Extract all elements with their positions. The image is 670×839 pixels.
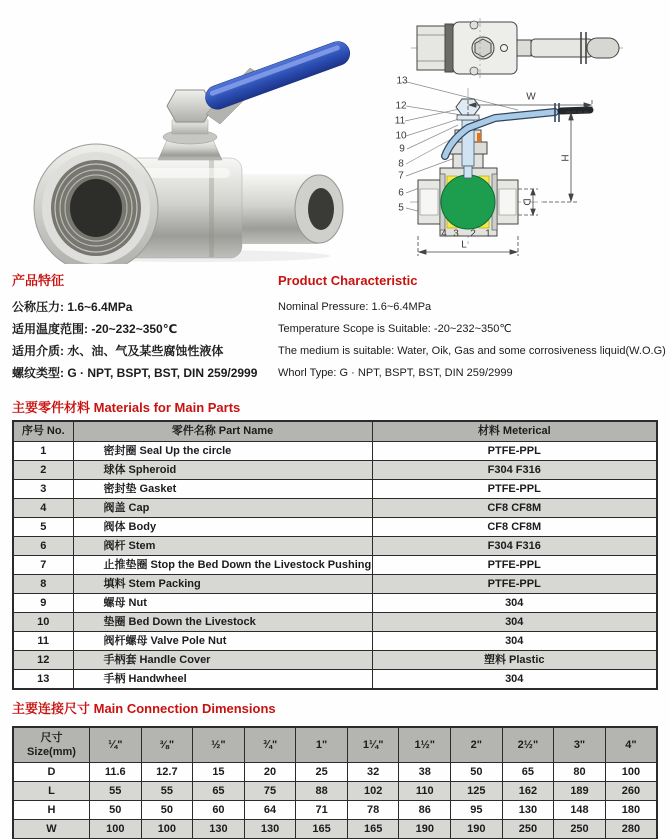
valve-photo-svg — [10, 8, 372, 264]
part-no: 3 — [13, 480, 73, 499]
callout-12: 12 — [395, 100, 407, 112]
callout-6: 6 — [398, 187, 404, 199]
dimensions-table — [12, 726, 658, 839]
part-material: 304 — [372, 594, 657, 613]
dimension-value: 95 — [451, 801, 503, 820]
part-name: 填料 Stem Packing — [73, 575, 372, 594]
size-corner-header — [13, 727, 90, 763]
dimension-value: 165 — [296, 820, 348, 839]
part-no: 5 — [13, 518, 73, 537]
part-no: 10 — [13, 613, 73, 632]
dimension-value: 100 — [141, 820, 193, 839]
part-material: PTFE-PPL — [372, 575, 657, 594]
dimension-value: 130 — [244, 820, 296, 839]
callout-1: 1 — [485, 228, 491, 240]
features-chinese — [12, 272, 280, 384]
part-material: PTFE-PPL — [372, 556, 657, 575]
col-part-name-header: 零件名称 Part Name — [73, 421, 372, 442]
materials-row — [13, 651, 657, 670]
part-no: 11 — [13, 632, 73, 651]
materials-row — [13, 670, 657, 690]
size-corner-line: 尺寸 — [40, 732, 63, 744]
en-nominal-pressure: Nominal Pressure: 1.6~6.4MPa — [278, 301, 432, 313]
photo-left-port — [34, 144, 158, 264]
part-name: 手柄 Handwheel — [73, 670, 372, 690]
dimension-value: 100 — [90, 820, 142, 839]
dim-label-l: L — [461, 239, 467, 251]
dimensions-header-row — [13, 727, 657, 763]
dimension-value: 32 — [347, 763, 399, 782]
part-name: 螺母 Nut — [73, 594, 372, 613]
cn-whorl-type: 螺纹类型: G · NPT, BSPT, BST, DIN 259/2999 — [12, 366, 258, 380]
dimension-value: 162 — [502, 782, 554, 801]
part-no: 6 — [13, 537, 73, 556]
dimension-value: 130 — [193, 820, 245, 839]
part-material: F304 F316 — [372, 461, 657, 480]
part-no: 8 — [13, 575, 73, 594]
part-name: 球体 Spheroid — [73, 461, 372, 480]
part-material: CF8 CF8M — [372, 499, 657, 518]
diagram-packing — [477, 133, 481, 142]
part-material: PTFE-PPL — [372, 442, 657, 461]
photo-handle — [202, 38, 353, 113]
cn-nominal-pressure: 公称压力: 1.6~6.4MPa — [12, 300, 133, 314]
materials-row — [13, 537, 657, 556]
dimension-value: 78 — [347, 801, 399, 820]
part-no: 13 — [13, 670, 73, 690]
size-header: ¼" — [90, 727, 142, 763]
dimension-value: 100 — [605, 763, 657, 782]
dimension-value: 165 — [347, 820, 399, 839]
dim-label-h: H — [558, 154, 570, 162]
materials-row — [13, 461, 657, 480]
col-no-header: 序号 No. — [13, 421, 73, 442]
part-material: 304 — [372, 613, 657, 632]
dimension-value: 15 — [193, 763, 245, 782]
part-name: 止推垫圈 Stop the Bed Down the Livestock Pushing — [73, 556, 372, 575]
dimensions-section-title: 主要连接尺寸 Main Connection Dimensions — [12, 701, 276, 716]
size-header: 2" — [451, 727, 503, 763]
part-no: 12 — [13, 651, 73, 670]
dimension-value: 86 — [399, 801, 451, 820]
dimension-value: 75 — [244, 782, 296, 801]
callout-7: 7 — [398, 170, 404, 182]
dimension-label: W — [13, 820, 90, 839]
callout-5: 5 — [398, 202, 404, 214]
dimension-value: 250 — [502, 820, 554, 839]
dimension-value: 130 — [502, 801, 554, 820]
dimension-value: 280 — [605, 820, 657, 839]
callout-8: 8 — [398, 158, 404, 170]
part-material: 304 — [372, 632, 657, 651]
en-temperature-scope: Temperature Scope is Suitable: -20~232~350℃ — [278, 323, 512, 335]
materials-row — [13, 632, 657, 651]
materials-row — [13, 442, 657, 461]
dimension-value: 64 — [244, 801, 296, 820]
dimension-value: 11.6 — [90, 763, 142, 782]
cn-medium: 适用介质: 水、油、气及某些腐蚀性液体 — [12, 344, 224, 358]
size-header: ½" — [193, 727, 245, 763]
materials-row — [13, 594, 657, 613]
size-header: 1¼" — [347, 727, 399, 763]
dimension-value: 55 — [141, 782, 193, 801]
materials-row — [13, 499, 657, 518]
materials-row — [13, 556, 657, 575]
en-whorl-type: Whorl Type: G · NPT, BSPT, BST, DIN 259/2999 — [278, 367, 513, 379]
dimension-value: 25 — [296, 763, 348, 782]
part-no: 1 — [13, 442, 73, 461]
valve-diagram — [385, 8, 663, 264]
part-material: 塑料 Plastic — [372, 651, 657, 670]
diagram-top-view — [411, 18, 623, 78]
dimension-value: 88 — [296, 782, 348, 801]
dimension-value: 55 — [90, 782, 142, 801]
callout-3: 3 — [453, 228, 459, 240]
part-name: 密封垫 Gasket — [73, 480, 372, 499]
size-header: 4" — [605, 727, 657, 763]
dimension-value: 60 — [193, 801, 245, 820]
dimension-value: 50 — [90, 801, 142, 820]
dimension-row-L — [13, 782, 657, 801]
materials-table — [12, 420, 658, 690]
dimension-value: 189 — [554, 782, 606, 801]
materials-row — [13, 518, 657, 537]
dimension-value: 125 — [451, 782, 503, 801]
size-header: 1½" — [399, 727, 451, 763]
dimension-label: D — [13, 763, 90, 782]
dimension-value: 190 — [399, 820, 451, 839]
part-material: CF8 CF8M — [372, 518, 657, 537]
dimension-value: 102 — [347, 782, 399, 801]
part-material: 304 — [372, 670, 657, 690]
diagram-cross-section — [410, 88, 592, 256]
dimension-value: 110 — [399, 782, 451, 801]
part-material: F304 F316 — [372, 537, 657, 556]
part-name: 垫圈 Bed Down the Livestock — [73, 613, 372, 632]
part-name: 密封圈 Seal Up the circle — [73, 442, 372, 461]
dimension-value: 260 — [605, 782, 657, 801]
callout-2: 2 — [470, 228, 476, 240]
features-en-title: Product Characteristic — [278, 273, 418, 288]
size-header: ⅜" — [141, 727, 193, 763]
en-medium: The medium is suitable: Water, Oik, Gas and some corrosiveness liquid(W.O.G) — [278, 345, 666, 357]
size-corner-line: Size(mm) — [27, 746, 76, 758]
materials-section-title: 主要零件材料 Materials for Main Parts — [12, 400, 241, 415]
dimension-value: 20 — [244, 763, 296, 782]
dimension-value: 50 — [141, 801, 193, 820]
dimension-value: 65 — [193, 782, 245, 801]
dimension-row-H — [13, 801, 657, 820]
part-name: 阀体 Body — [73, 518, 372, 537]
callout-11: 11 — [394, 115, 406, 127]
dimension-value: 65 — [502, 763, 554, 782]
dimension-value: 148 — [554, 801, 606, 820]
dimension-row-D — [13, 763, 657, 782]
valve-diagram-svg — [385, 8, 663, 264]
materials-row — [13, 613, 657, 632]
part-no: 9 — [13, 594, 73, 613]
dimension-label: L — [13, 782, 90, 801]
dimension-value: 12.7 — [141, 763, 193, 782]
size-header: 3" — [554, 727, 606, 763]
col-material-header: 材料 Meterical — [372, 421, 657, 442]
part-no: 7 — [13, 556, 73, 575]
dimension-label: H — [13, 801, 90, 820]
size-header: 1" — [296, 727, 348, 763]
valve-photo — [10, 8, 372, 264]
dimension-value: 80 — [554, 763, 606, 782]
part-name: 手柄套 Handle Cover — [73, 651, 372, 670]
dimension-value: 190 — [451, 820, 503, 839]
part-no: 4 — [13, 499, 73, 518]
part-name: 阀杆 Stem — [73, 537, 372, 556]
part-no: 2 — [13, 461, 73, 480]
materials-row — [13, 575, 657, 594]
dimension-value: 38 — [399, 763, 451, 782]
dimension-value: 71 — [296, 801, 348, 820]
diagram-ball — [441, 175, 495, 229]
part-material: PTFE-PPL — [372, 480, 657, 499]
cn-temperature-scope: 适用温度范围: -20~232~350℃ — [12, 322, 178, 336]
features-cn-title: 产品特征 — [12, 273, 65, 288]
size-header: ¾" — [244, 727, 296, 763]
dim-label-d: D — [520, 198, 532, 206]
callout-13: 13 — [396, 75, 408, 87]
dimension-value: 50 — [451, 763, 503, 782]
part-name: 阀盖 Cap — [73, 499, 372, 518]
callout-10: 10 — [395, 130, 407, 142]
photo-right-port — [238, 174, 343, 244]
materials-header-row — [13, 421, 657, 442]
callout-9: 9 — [399, 143, 405, 155]
features-english — [278, 272, 670, 384]
dimension-value: 250 — [554, 820, 606, 839]
dimension-row-W — [13, 820, 657, 839]
dim-label-w: W — [526, 91, 536, 103]
part-name: 阀杆螺母 Valve Pole Nut — [73, 632, 372, 651]
materials-row — [13, 480, 657, 499]
size-header: 2½" — [502, 727, 554, 763]
dimension-value: 180 — [605, 801, 657, 820]
callout-4: 4 — [441, 228, 447, 240]
